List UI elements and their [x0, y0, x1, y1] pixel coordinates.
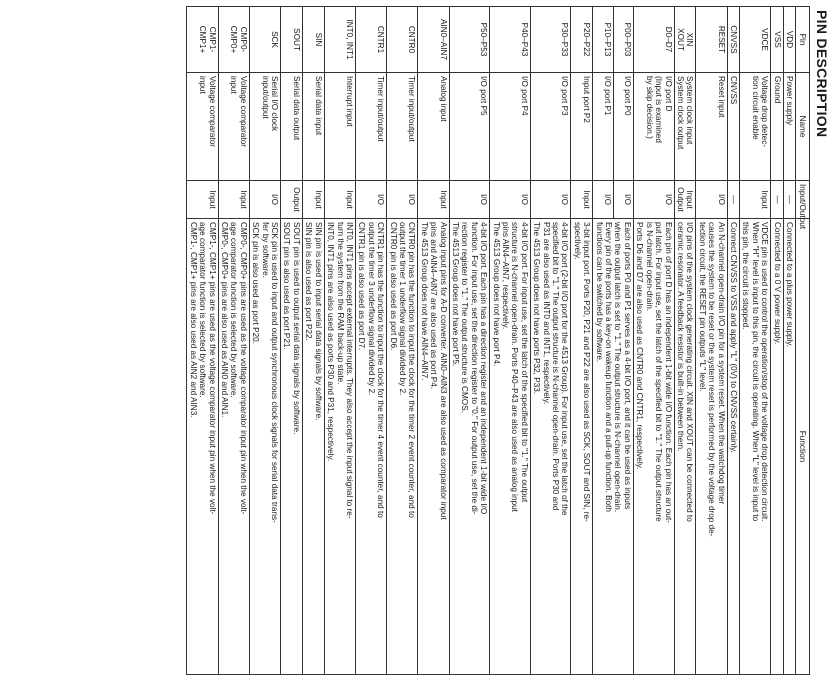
function-cell: Each of ports P0 and P1 serves as a 4-bit I/O port, and it can be used as inputs when the output latch is set to "1." The output structure is N-channel open-drain. Every pin of the ports has a key-on wakeup function and a pull-up function. Both functions can be switched by software.: [593, 219, 634, 675]
table-row: [490, 7, 531, 675]
name-cell: I/O port P0: [613, 73, 633, 181]
io-cell: —: [771, 181, 783, 219]
pin-cell: P20–P22: [571, 7, 593, 73]
pin-cell: XIN XOUT: [674, 7, 696, 73]
header-name: Name: [796, 73, 810, 181]
function-cell: 4-bit I/O port. Each pin has a direction register and an independent 1-bit wide I/O function. For input use, set the direction register to "0." For output use, set the di- rection register to "1." The output structure is CMOS. The 4513 Group does not have port P5.: [449, 219, 490, 675]
name-cell: I/O port P4: [490, 73, 531, 181]
pin-cell: P00–P03: [613, 7, 633, 73]
name-cell: Timer input/output: [387, 73, 418, 181]
name-cell: System clock input System clock output: [674, 73, 696, 181]
function-cell: SCK pin is used to input and output synchronous clock signals for serial data trans- fer by software. SCK pin is also used as port P20.: [249, 219, 280, 675]
pin-description-table: [186, 6, 810, 675]
function-cell: Each pin of port D has an independent 1-bit wide I/O function. Each pin has an out- put latch. For input use, set the latch of the specified bit to "1." The output structure is N-channel open-drain. Ports D6 and D7 are also used as CNTR0 and CNTR1, respectively.: [633, 219, 674, 675]
table-row: [613, 7, 633, 675]
pin-cell: AIN0–AIN7: [418, 7, 449, 73]
table-row: [674, 7, 696, 675]
name-cell: I/O port P1: [593, 73, 613, 181]
pin-cell: D0–D7: [633, 7, 674, 73]
table-row: [187, 7, 218, 675]
io-cell: Input: [739, 181, 770, 219]
function-cell: Connected to a plus power supply.: [783, 219, 795, 675]
name-cell: Interrupt input: [324, 73, 355, 181]
header-pin: Pin: [796, 7, 810, 73]
name-cell: CNVSS: [727, 73, 739, 181]
header-io: Input/Output: [796, 181, 810, 219]
name-cell: Serial I/O clock input/output: [249, 73, 280, 181]
function-cell: 3-bit input port. Ports P20, P21 and P22 are also used as SCK, SOUT and SIN, re- spectively.: [571, 219, 593, 675]
pin-cell: SOUT: [281, 7, 303, 73]
io-cell: I/O: [613, 181, 633, 219]
io-cell: Output: [281, 181, 303, 219]
table-row: [355, 7, 386, 675]
name-cell: Voltage drop detec- tion circuit enable: [739, 73, 770, 181]
pin-cell: P50–P53: [449, 7, 490, 73]
function-cell: SIN pin is used to input serial data signals by software. SIN pin is also used as port P22.: [302, 219, 324, 675]
table-row: [249, 7, 280, 675]
function-cell: Connected to a 0 V power supply.: [771, 219, 783, 675]
name-cell: I/O port P5: [449, 73, 490, 181]
name-cell: Serial data output: [281, 73, 303, 181]
function-cell: CNTR1 pin has the function to input the clock for the timer 4 event counter, and to output the timer 3 underflow signal divided by 2. CNTR1 pin is also used as port D7.: [355, 219, 386, 675]
pin-cell: CNTR0: [387, 7, 418, 73]
pin-cell: CNTR1: [355, 7, 386, 73]
io-cell: Input: [324, 181, 355, 219]
pin-cell: P10–P13: [593, 7, 613, 73]
function-cell: VDCE pin is used to control the operation/stop of the voltage drop detection circuit. When "H" level is input to this pin, the circuit is operating. When "L" level is input to this pin, the circuit is stopped.: [739, 219, 770, 675]
page-title: PIN DESCRIPTION: [814, 10, 830, 138]
name-cell: Analog input: [418, 73, 449, 181]
pin-cell: P40–P43: [490, 7, 531, 73]
function-cell: An N-channel open-drain I/O pin for a system reset. When the watchdog timer causes the system to be reset or the system reset is performed by the voltage drop de- tection circuit, the RESET pin outputs "L" level.: [696, 219, 727, 675]
pin-cell: CMP1- CMP1+: [187, 7, 218, 73]
pin-cell: CMP0- CMP0+: [218, 7, 249, 73]
function-cell: Connect CNVSS to VSS and apply "L" (0V) to CNVSS certainly.: [727, 219, 739, 675]
io-cell: I/O: [249, 181, 280, 219]
io-cell: Input: [187, 181, 218, 219]
io-cell: Input: [302, 181, 324, 219]
function-cell: SOUT pin is used to output serial data signals by software. SOUT pin is also used as port P21.: [281, 219, 303, 675]
table-row: [302, 7, 324, 675]
io-cell: I/O: [387, 181, 418, 219]
function-cell: CNTR0 pin has the function to input the clock for the timer 2 event counter, and to output the timer 1 underflow signal divided by 2. CNTR0 pin is also used as port D6.: [387, 219, 418, 675]
io-cell: I/O: [355, 181, 386, 219]
function-cell: 4-bit I/O port. For input use, set the latch of the specified bit to "1." The output structure is N-channel open-drain. Ports P40–P43 are also used as analog input pins AIN4–AIN7, respectively. The 4513 Group does not have port P4.: [490, 219, 531, 675]
function-cell: CMP0-, CMP0+ pins are used as the voltage comparator input pin when the volt- age comparator function is selected by software. CMP0-, CMP0+ pins are also used as AIN0 and AIN1.: [218, 219, 249, 675]
io-cell: Input: [571, 181, 593, 219]
table-row: [530, 7, 571, 675]
pin-cell: SCK: [249, 7, 280, 73]
name-cell: Voltage comparator input: [187, 73, 218, 181]
table-row: [449, 7, 490, 675]
table-row: [218, 7, 249, 675]
table-row: [771, 7, 783, 675]
function-cell: INT0, INT1 pins accept external interrupts. They also accept the input signal to re- turn the system from the RAM back-up state. INT0, INT1 pins are also used as ports P30 and P31, respectively.: [324, 219, 355, 675]
name-cell: Voltage comparator input: [218, 73, 249, 181]
name-cell: Serial data input: [302, 73, 324, 181]
name-cell: I/O port D (Input is examined by skip decision.): [633, 73, 674, 181]
io-cell: I/O: [490, 181, 531, 219]
table-row: [387, 7, 418, 675]
io-cell: I/O: [633, 181, 674, 219]
table-row: [571, 7, 593, 675]
header-function: Function: [796, 219, 810, 675]
table-row: [281, 7, 303, 675]
pin-cell: SIN: [302, 7, 324, 73]
table-row: [696, 7, 727, 675]
table-header-row: [796, 7, 810, 675]
name-cell: Ground: [771, 73, 783, 181]
table-row: [783, 7, 795, 675]
table-row: [727, 7, 739, 675]
io-cell: —: [727, 181, 739, 219]
function-cell: I/O pins of the system clock generating circuit. XIN and XOUT can be connected to ceramic resonator. A feedback resistor is built-in between them.: [674, 219, 696, 675]
table-row: [633, 7, 674, 675]
io-cell: I/O: [530, 181, 571, 219]
pin-cell: P30–P33: [530, 7, 571, 73]
io-cell: Input: [418, 181, 449, 219]
table-row: [418, 7, 449, 675]
function-cell: CMP1-, CMP1+ pins are used as the voltage comparator input pin when the volt- age comparator function is selected by software. CMP1-, CMP1+ pins are also used as AIN2 and AIN3.: [187, 219, 218, 675]
name-cell: Reset input: [696, 73, 727, 181]
table-row: [324, 7, 355, 675]
function-cell: 4-bit I/O port (2-bit I/O port for the 4513 Group). For input use, set the latch of the specified bit to "1." The output structure is N-channel open-drain. Ports P30 and P31 are also used as INT0 and INT1, respectively. The 4513 Group does not have ports P32, P33.: [530, 219, 571, 675]
name-cell: Timer input/output: [355, 73, 386, 181]
pin-cell: VDCE: [739, 7, 770, 73]
io-cell: Input: [218, 181, 249, 219]
function-cell: Analog input pins for A-D converter. AIN0–AIN3 are also used as comparator input pins and AIN4–AIN7 are also used as port P4. The 4513 Group does not have AIN4–AIN7.: [418, 219, 449, 675]
name-cell: Power supply: [783, 73, 795, 181]
name-cell: I/O port P3: [530, 73, 571, 181]
pin-cell: CNVSS: [727, 7, 739, 73]
pin-cell: VSS: [771, 7, 783, 73]
io-cell: I/O: [449, 181, 490, 219]
io-cell: —: [783, 181, 795, 219]
name-cell: Input port P2: [571, 73, 593, 181]
pin-cell: INT0, INT1: [324, 7, 355, 73]
io-cell: I/O: [696, 181, 727, 219]
pin-cell: VDD: [783, 7, 795, 73]
io-cell: Input Output: [674, 181, 696, 219]
io-cell: I/O: [593, 181, 613, 219]
table-row: [739, 7, 770, 675]
pin-cell: RESET: [696, 7, 727, 73]
table-body: [187, 7, 796, 675]
